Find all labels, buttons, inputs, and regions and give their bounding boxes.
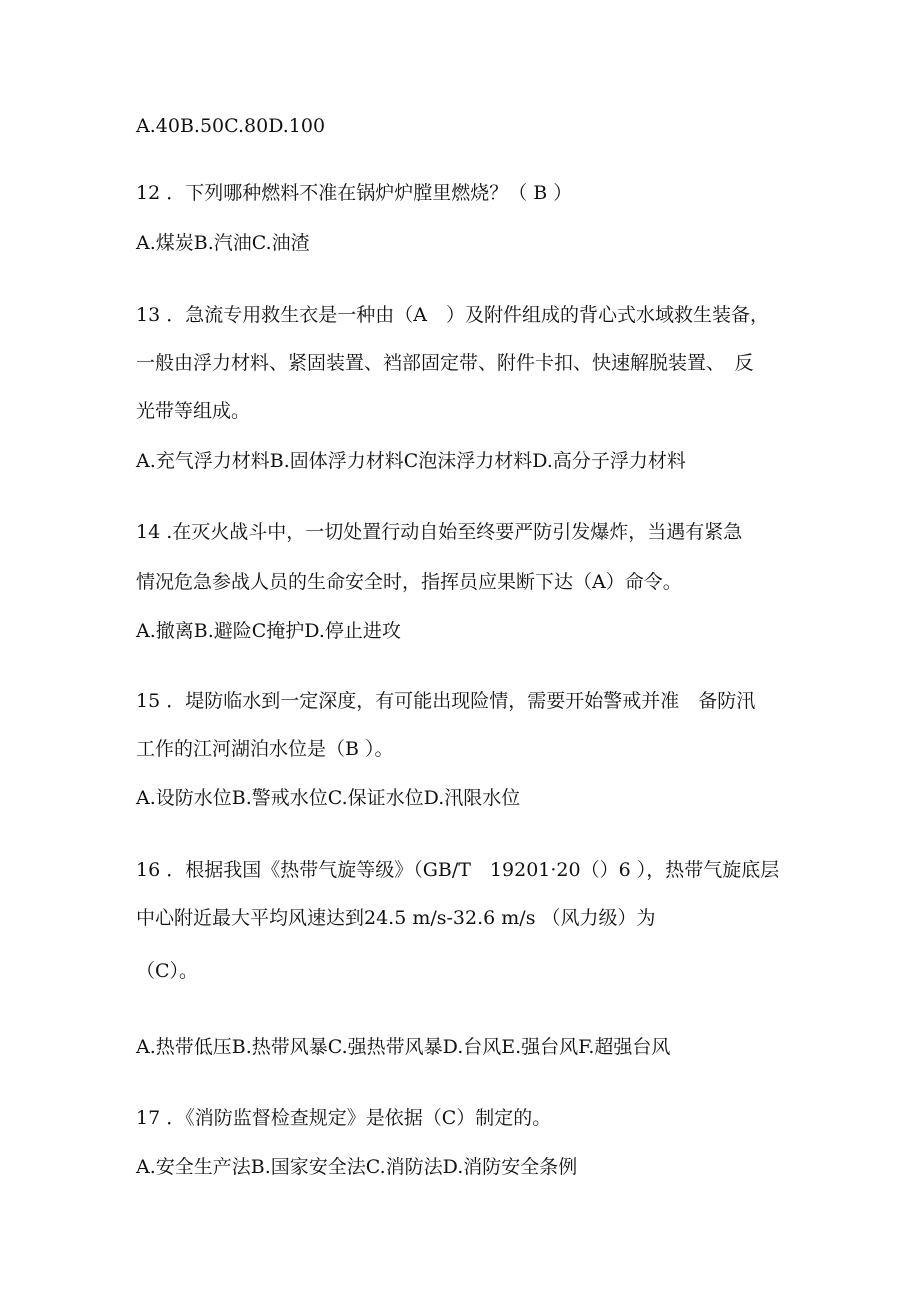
q14-options: A.撤离B.避险C掩护D.停止进攻 — [136, 620, 401, 642]
q12-options: A.煤炭B.汽油C.油渣 — [136, 232, 310, 254]
q14-stem-line1: 14 .在灭火战斗中，一切处置行动自始至终要严防引发爆炸，当遇有紧急 — [136, 521, 743, 543]
q13-options: A.充气浮力材料B.固体浮力材料C泡沫浮力材料D.高分子浮力材料 — [136, 450, 686, 472]
q12-stem: 12 ．下列哪种燃料不准在锅炉炉膛里燃烧？（ B ） — [136, 182, 573, 204]
q17-stem: 17 ．《消防监督检查规定》是依据（C）制定的。 — [136, 1107, 552, 1129]
q16-options: A.热带低压B.热带风暴C.强热带风暴D.台风E.强台风F.超强台风 — [136, 1036, 671, 1058]
q17-options: A.安全生产法B.国家安全法C.消防法D.消防安全条例 — [136, 1156, 578, 1178]
q15-stem-line1: 15 ．堤防临水到一定深度，有可能出现险情，需要开始警戒并准 备防汛 — [136, 690, 756, 712]
q16-stem-line2: 中心附近最大平均风速达到24.5 m/s-32.6 m/s （风力级）为 — [136, 907, 656, 929]
q15-stem-line2: 工作的江河湖泊水位是（B ）。 — [136, 738, 394, 760]
q14-stem-line2: 情况危急参战人员的生命安全时，指挥员应果断下达（A）命令。 — [136, 571, 682, 593]
q11-options: A.40B.50C.80D.100 — [136, 115, 326, 137]
q16-stem-line1: 16 ．根据我国《热带气旋等级》（GB/T 19201·20（）6 ），热带气旋底层 — [136, 859, 780, 881]
q13-stem-line3: 光带等组成。 — [136, 400, 251, 422]
q16-stem-line3: （C）。 — [136, 960, 199, 982]
q15-options: A.设防水位B.警戒水位C.保证水位D.汛限水位 — [136, 787, 521, 809]
q13-stem-line2: 一般由浮力材料、紧固装置、裆部固定带、附件卡扣、快速解脱装置、 反 — [136, 352, 754, 374]
q13-stem-line1: 13 ．急流专用救生衣是一种由（A ）及附件组成的背心式水域救生装备， — [136, 304, 769, 326]
